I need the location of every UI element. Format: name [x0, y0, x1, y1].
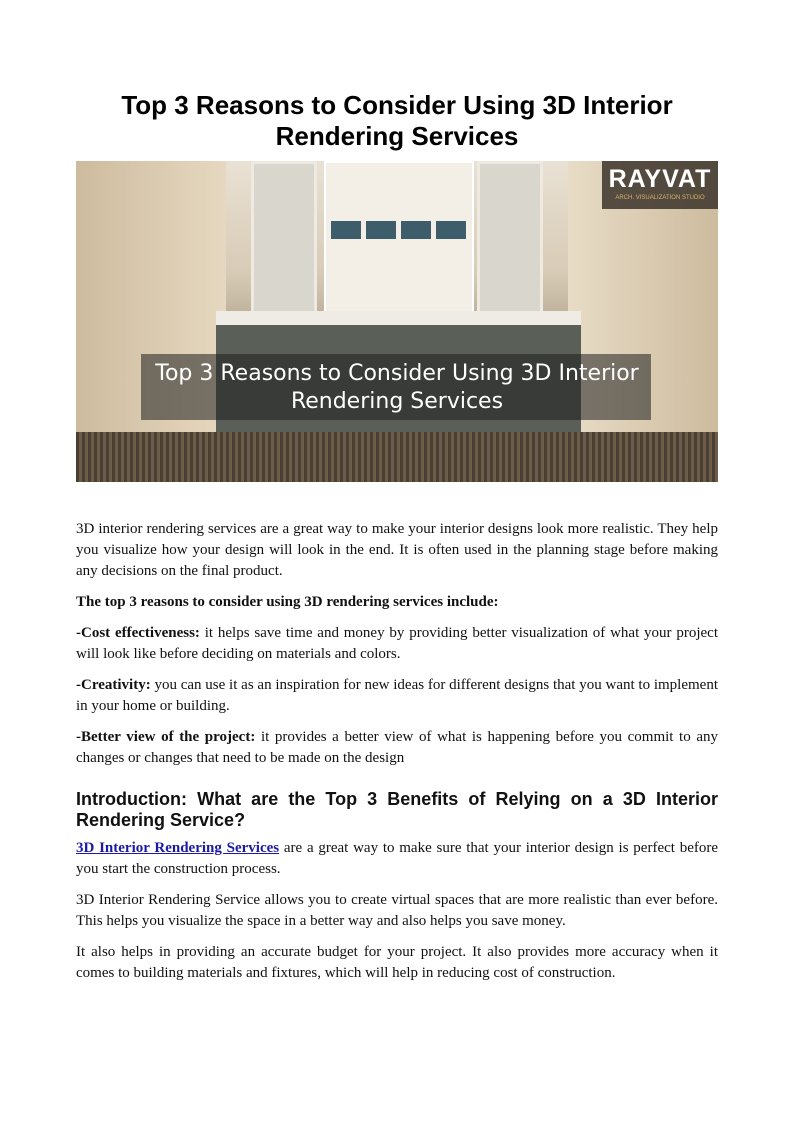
- page-title: Top 3 Reasons to Consider Using 3D Interior Rendering Services: [121, 90, 673, 151]
- paragraph: It also helps in providing an accurate budget for your project. It also provides more accuracy when it comes to building materials and fixtures, which will help in reducing cost of construction.: [76, 944, 718, 981]
- paragraph: 3D Interior Rendering Service allows you to create virtual spaces that are more realistic than ever before. This helps you visualize the space in a better way and also helps you save money.: [76, 892, 718, 929]
- reason-item: -Creativity: you can use it as an inspiration for new ideas for different designs that you want to implement in your home or building.: [76, 677, 718, 714]
- article-body: 3D interior rendering services are a great way to make your interior designs look more realistic. They help you visualize how your design will look in the end. It is often used in the planning stage before making any decisions on the final product. The top 3 reasons to consider using 3D rendering services include: -Cost effectiveness: it helps save time and money by providing better visualization of what your project will look like before deciding on materials and colors. -Creativity: you can use it as an inspiration for new ideas for different designs that you want to implement in your home or building. -Better view of the project: it provides a better view of what is happening before you commit to any changes or changes that need to be made on the design Introduction: What are the Top 3 Benefits of Relying on a 3D Interior Rendering Service? 3D Interior Rendering Services are a great way to make sure that your interior design is perfect before you start the construction process. 3D Interior Rendering Service allows you to create virtual spaces that are more realistic than ever before. This helps you visualize the space in a better way and also helps you save money. It also helps in providing an accurate budget for your project. It also provides more accuracy when it comes to building materials and fixtures, which will help in reducing cost of construction.: [76, 519, 718, 994]
- rayvat-logo: RAYVAT ARCH. VISUALIZATION STUDIO: [602, 161, 718, 209]
- hero-image: [76, 161, 718, 482]
- section-heading: Introduction: What are the Top 3 Benefits of Relying on a 3D Interior Rendering Service?: [76, 789, 718, 830]
- list-heading: The top 3 reasons to consider using 3D rendering services include:: [76, 594, 499, 610]
- hero-caption-line2: Rendering Services: [290, 389, 504, 414]
- intro-paragraph: 3D interior rendering services are a great way to make your interior designs look more realistic. They help you visualize how your design will look in the end. It is often used in the planning stage before making any decisions on the final product.: [76, 521, 718, 579]
- rendering-services-link[interactable]: 3D Interior Rendering Services: [76, 840, 280, 856]
- reason-item: -Better view of the project: it provides a better view of what is happening before you commit to any changes or changes that need to be made on the design: [76, 729, 719, 766]
- reason-item: -Cost effectiveness: it helps save time and money by providing better visualization of what your project will look like before deciding on materials and colors.: [76, 625, 718, 662]
- hero-caption-line1: Top 3 Reasons to Consider Using 3D Interior: [155, 361, 639, 386]
